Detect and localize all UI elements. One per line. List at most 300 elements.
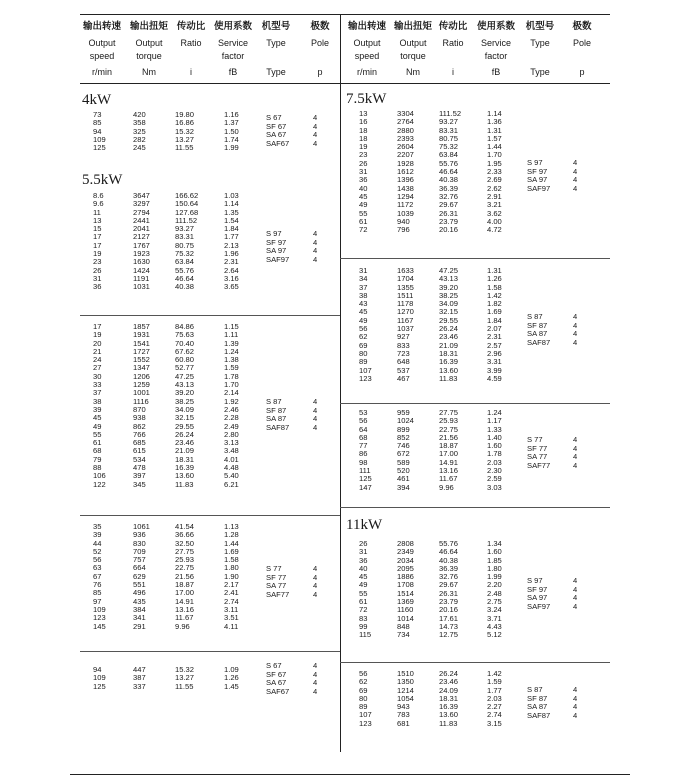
ratio-cell: 43.13 [439, 274, 459, 284]
speed-cell: 64 [359, 424, 368, 434]
ratio-cell: 9.96 [175, 621, 190, 631]
type-model: SAF67 [266, 138, 290, 148]
factor-cell: 1.58 [487, 282, 502, 292]
type-model: SF 77 [527, 443, 548, 453]
factor-cell: 1.33 [487, 424, 502, 434]
speed-cell: 16 [359, 117, 368, 127]
ratio-cell: 17.00 [439, 449, 459, 459]
type-model: SA 87 [527, 329, 548, 338]
factor-cell: 2.74 [487, 710, 502, 720]
column-header-units: r/min [92, 67, 112, 77]
ratio-cell: 55.76 [439, 539, 459, 548]
ratio-cell: 13.27 [175, 134, 195, 144]
table-row [0, 290, 502, 300]
ratio-cell: 16.39 [175, 463, 195, 473]
type-model: S 67 [266, 113, 282, 122]
table-row [0, 274, 502, 284]
factor-cell: 1.78 [487, 449, 502, 459]
factor-cell: 1.35 [224, 207, 239, 217]
type-model: SAF87 [527, 337, 551, 347]
ratio-cell: 47.25 [175, 371, 195, 381]
factor-cell: 1.38 [224, 355, 239, 365]
torque-cell: 3297 [133, 199, 150, 209]
table-row [0, 482, 502, 492]
power-section-title: 5.5kW [82, 172, 123, 188]
ratio-cell: 26.24 [439, 324, 459, 334]
ratio-cell: 40.38 [175, 282, 195, 292]
speed-cell: 49 [359, 315, 368, 325]
torque-cell: 899 [397, 424, 410, 434]
column-header-en1: Output [353, 38, 381, 48]
speed-cell: 38 [359, 290, 368, 300]
speed-cell: 49 [359, 580, 368, 590]
torque-cell: 2794 [133, 207, 150, 217]
table-row [0, 207, 502, 218]
ratio-cell: 75.32 [439, 142, 459, 152]
factor-cell: 1.70 [487, 150, 502, 160]
type-pole: 4 [313, 138, 318, 148]
factor-cell: 1.09 [224, 665, 239, 674]
column-header-en1: Ratio [442, 38, 464, 48]
torque-cell: 1928 [397, 158, 414, 168]
column-header-zh: 极数 [572, 21, 592, 32]
torque-cell: 927 [397, 332, 410, 342]
speed-cell: 11 [93, 207, 101, 217]
torque-cell: 2604 [397, 142, 414, 152]
ratio-cell: 13.16 [439, 466, 459, 476]
type-pole: 4 [573, 158, 578, 167]
type-pole: 4 [573, 460, 578, 470]
type-model: SAF97 [527, 183, 551, 193]
ratio-cell: 67.62 [175, 346, 195, 356]
table-row [0, 346, 502, 358]
type-model: S 87 [266, 397, 282, 406]
torque-cell: 1612 [397, 167, 414, 177]
power-section-title: 4kW [82, 92, 112, 108]
type-pole: 4 [573, 576, 578, 585]
column-header-zh: 机型号 [525, 21, 555, 32]
speed-cell: 56 [359, 669, 368, 678]
type-model: SAF97 [266, 254, 290, 264]
speed-cell: 69 [359, 685, 368, 695]
factor-cell: 3.13 [224, 438, 239, 448]
torque-cell: 358 [133, 118, 146, 128]
speed-cell: 45 [359, 572, 368, 582]
factor-cell: 2.75 [487, 597, 502, 607]
type-pole: 4 [573, 693, 578, 703]
column-header-units: r/min [357, 67, 377, 77]
ratio-cell: 26.31 [439, 588, 459, 598]
type-model: S 77 [266, 564, 282, 573]
speed-cell: 24 [93, 355, 102, 365]
type-pole: 4 [313, 254, 318, 264]
factor-cell: 1.17 [487, 416, 502, 426]
torque-cell: 833 [397, 340, 410, 350]
speed-cell: 45 [93, 413, 102, 423]
type-pole: 4 [313, 686, 318, 696]
factor-cell: 1.90 [224, 571, 239, 581]
type-pole: 4 [313, 130, 318, 139]
torque-cell: 341 [133, 613, 146, 623]
torque-cell: 394 [397, 482, 410, 492]
ratio-cell: 11.55 [175, 143, 194, 153]
column-header-en1: Service [217, 38, 248, 48]
factor-cell: 1.14 [224, 199, 239, 209]
factor-cell: 1.28 [224, 530, 239, 540]
column-header-en2: torque [136, 51, 162, 61]
ratio-cell: 25.93 [175, 555, 195, 565]
factor-cell: 1.84 [487, 315, 502, 325]
torque-cell: 2041 [133, 224, 150, 234]
ratio-cell: 34.09 [175, 404, 195, 414]
torque-cell: 3304 [397, 109, 414, 118]
speed-cell: 62 [359, 332, 368, 342]
ratio-cell: 40.38 [439, 175, 459, 185]
torque-cell: 681 [397, 718, 410, 728]
torque-cell: 796 [397, 225, 410, 235]
factor-cell: 2.28 [224, 413, 239, 423]
ratio-cell: 36.39 [439, 563, 459, 573]
speed-cell: 55 [359, 588, 368, 598]
factor-cell: 2.27 [487, 702, 502, 712]
ratio-cell: 22.75 [175, 563, 195, 573]
speed-cell: 39 [93, 530, 102, 540]
torque-cell: 1767 [133, 240, 150, 250]
type-model: SF 97 [527, 166, 548, 176]
ratio-cell: 93.27 [175, 224, 195, 234]
ratio-cell: 111.52 [439, 109, 462, 118]
column-header-zh: 使用系数 [476, 21, 515, 32]
ratio-cell: 21.56 [439, 432, 459, 442]
factor-cell: 1.15 [224, 322, 239, 331]
factor-cell: 2.59 [487, 474, 502, 484]
torque-cell: 420 [133, 110, 146, 119]
table-row [0, 282, 502, 292]
ratio-cell: 16.86 [175, 118, 195, 128]
type-pole: 4 [313, 661, 318, 670]
speed-cell: 36 [93, 282, 102, 292]
speed-cell: 125 [93, 681, 106, 691]
speed-cell: 9.6 [93, 199, 104, 209]
speed-cell: 45 [359, 191, 368, 201]
ratio-cell: 13.60 [175, 471, 195, 481]
table-row [0, 539, 502, 548]
torque-cell: 1923 [133, 249, 150, 259]
speed-cell: 61 [93, 438, 102, 448]
ratio-cell: 75.63 [175, 330, 195, 340]
column-header-en1: Ratio [180, 38, 202, 48]
group-separator [340, 662, 610, 663]
ratio-cell: 13.60 [439, 365, 459, 375]
speed-cell: 38 [93, 396, 102, 406]
torque-cell: 325 [133, 126, 146, 136]
type-model: S 97 [266, 229, 282, 238]
type-pole: 4 [573, 710, 578, 720]
column-header-zh: 输出转速 [82, 21, 121, 32]
factor-cell: 3.16 [224, 273, 239, 283]
speed-cell: 94 [93, 665, 102, 674]
ratio-cell: 13.60 [439, 710, 459, 720]
ratio-cell: 46.64 [439, 547, 459, 557]
speed-cell: 44 [93, 538, 102, 548]
type-pole: 4 [573, 584, 578, 594]
column-header-units: fB [228, 67, 238, 77]
column-header-en1: Type [266, 38, 286, 48]
speed-cell: 39 [93, 404, 102, 414]
table-row [0, 215, 502, 226]
factor-cell: 1.45 [224, 681, 239, 691]
speed-cell: 55 [359, 208, 368, 218]
factor-cell: 3.99 [487, 365, 502, 375]
factor-cell: 1.58 [224, 555, 239, 565]
torque-cell: 1708 [397, 580, 414, 590]
type-model: SA 97 [527, 175, 548, 184]
torque-cell: 1396 [397, 175, 414, 185]
ratio-cell: 25.93 [439, 416, 459, 426]
speed-cell: 72 [359, 225, 368, 235]
factor-cell: 1.54 [224, 215, 239, 225]
speed-cell: 17 [93, 240, 102, 250]
speed-cell: 122 [93, 479, 106, 489]
type-pole: 4 [573, 452, 578, 461]
type-pole: 4 [573, 175, 578, 184]
column-header-en1: Pole [310, 38, 329, 48]
torque-cell: 870 [133, 404, 146, 414]
torque-cell: 648 [397, 357, 410, 367]
torque-cell: 1552 [133, 355, 150, 365]
type-pole: 4 [313, 564, 318, 573]
torque-cell: 664 [133, 563, 146, 573]
type-pole: 4 [573, 685, 578, 694]
speed-cell: 35 [93, 522, 102, 531]
ratio-cell: 11.83 [439, 373, 458, 383]
speed-cell: 61 [359, 216, 368, 226]
type-model: SAF97 [527, 601, 551, 611]
table-row [0, 142, 502, 152]
factor-cell: 1.42 [487, 290, 502, 300]
factor-cell: 2.14 [224, 388, 239, 398]
ratio-cell: 23.46 [439, 677, 459, 687]
torque-cell: 734 [397, 630, 410, 640]
torque-cell: 537 [397, 365, 410, 375]
factor-cell: 2.33 [487, 167, 502, 177]
speed-cell: 83 [359, 613, 368, 623]
factor-cell: 1.24 [487, 408, 502, 417]
factor-cell: 2.31 [487, 332, 502, 342]
speed-cell: 43 [359, 299, 368, 309]
speed-cell: 80 [359, 693, 368, 703]
table-row [0, 225, 502, 235]
factor-cell: 1.85 [487, 555, 502, 565]
torque-cell: 852 [397, 432, 410, 442]
factor-cell: 2.03 [487, 693, 502, 703]
table-row [0, 191, 502, 201]
speed-cell: 53 [359, 408, 368, 417]
table-row [0, 405, 502, 417]
ratio-cell: 29.67 [439, 580, 459, 590]
torque-cell: 959 [397, 408, 410, 417]
type-model: SAF77 [266, 589, 290, 599]
ratio-cell: 150.64 [175, 199, 199, 209]
factor-cell: 3.71 [487, 613, 502, 623]
torque-cell: 1039 [397, 208, 414, 218]
ratio-cell: 32.76 [439, 572, 459, 582]
factor-cell: 2.13 [224, 240, 239, 250]
type-model: SAF77 [527, 460, 551, 470]
factor-cell: 2.64 [224, 265, 239, 275]
speed-cell: 107 [359, 710, 372, 720]
type-pole: 4 [573, 312, 578, 321]
torque-cell: 2349 [397, 547, 414, 557]
factor-cell: 2.30 [487, 466, 502, 476]
column-header-units: p [579, 67, 585, 77]
type-model: SAF87 [266, 422, 290, 432]
speed-cell: 73 [93, 110, 102, 119]
speed-cell: 94 [93, 126, 102, 136]
ratio-cell: 21.09 [439, 340, 459, 350]
factor-cell: 1.24 [224, 346, 239, 356]
factor-cell: 1.70 [224, 380, 239, 390]
torque-cell: 345 [133, 479, 146, 489]
factor-cell: 2.41 [224, 588, 239, 598]
ratio-cell: 16.39 [439, 702, 459, 712]
factor-cell: 2.07 [487, 324, 502, 334]
ratio-cell: 166.62 [175, 191, 199, 200]
type-model: SF 67 [266, 669, 287, 679]
ratio-cell: 34.09 [439, 299, 459, 309]
speed-cell: 19 [359, 142, 368, 152]
ratio-cell: 18.87 [175, 580, 195, 590]
table-row [0, 630, 502, 640]
group-separator [340, 507, 610, 508]
type-pole: 4 [573, 435, 578, 444]
torque-cell: 435 [133, 596, 146, 606]
speed-cell: 8.6 [93, 191, 104, 200]
torque-cell: 534 [133, 454, 146, 464]
speed-cell: 89 [359, 702, 368, 712]
factor-cell: 1.31 [487, 125, 502, 135]
table-row [0, 355, 502, 367]
type-model: SA 77 [266, 581, 287, 590]
factor-cell: 2.69 [487, 175, 502, 185]
factor-cell: 3.21 [487, 200, 502, 210]
torque-cell: 746 [397, 441, 410, 451]
torque-cell: 1206 [133, 371, 150, 381]
torque-cell: 940 [397, 216, 410, 226]
type-model: SA 67 [266, 678, 287, 687]
factor-cell: 1.82 [487, 299, 502, 309]
factor-cell: 2.74 [224, 596, 239, 606]
factor-cell: 4.48 [224, 463, 239, 473]
table-row [0, 555, 502, 565]
ratio-cell: 16.39 [439, 357, 459, 367]
column-header-zh: 输出转速 [347, 21, 386, 32]
type-pole: 4 [573, 593, 578, 602]
speed-cell: 27 [93, 363, 102, 373]
ratio-cell: 32.76 [439, 191, 459, 201]
torque-cell: 1424 [133, 265, 150, 275]
factor-cell: 3.65 [224, 282, 239, 292]
column-header-units: fB [491, 67, 501, 77]
column-header-units: Type [530, 67, 550, 77]
torque-cell: 709 [133, 546, 146, 556]
factor-cell: 1.11 [224, 330, 239, 340]
torque-cell: 2127 [133, 232, 150, 242]
factor-cell: 1.26 [487, 274, 502, 284]
speed-cell: 49 [359, 200, 368, 210]
column-header-en1: Service [480, 38, 511, 48]
speed-cell: 107 [359, 365, 372, 375]
speed-cell: 23 [93, 257, 102, 267]
torque-cell: 1037 [397, 324, 414, 334]
speed-cell: 13 [93, 215, 102, 225]
factor-cell: 1.60 [487, 547, 502, 557]
column-header-zh: 传动比 [176, 21, 206, 32]
ratio-cell: 17.61 [439, 613, 459, 623]
column-header-en2: torque [400, 51, 426, 61]
table-row [0, 718, 502, 728]
type-pole: 4 [313, 229, 318, 238]
ratio-cell: 32.15 [439, 307, 459, 317]
column-header-units: i [452, 67, 454, 77]
ratio-cell: 93.27 [439, 117, 459, 127]
speed-cell: 62 [359, 677, 368, 687]
type-model: SF 87 [266, 405, 287, 415]
type-pole: 4 [573, 337, 578, 347]
ratio-cell: 84.86 [175, 322, 195, 331]
factor-cell: 1.37 [224, 118, 239, 128]
ratio-cell: 41.54 [175, 522, 195, 531]
torque-cell: 1191 [133, 273, 150, 283]
factor-cell: 1.77 [224, 232, 239, 242]
factor-cell: 2.03 [487, 457, 502, 467]
factor-cell: 4.72 [487, 225, 502, 235]
factor-cell: 1.96 [224, 249, 239, 259]
factor-cell: 3.31 [487, 357, 502, 367]
ratio-cell: 20.16 [439, 225, 459, 235]
torque-cell: 1704 [397, 274, 414, 284]
speed-cell: 17 [93, 322, 102, 331]
speed-cell: 30 [93, 371, 102, 381]
speed-cell: 23 [359, 150, 368, 160]
column-header-en1: Output [135, 38, 163, 48]
factor-cell: 2.17 [224, 580, 239, 590]
ratio-cell: 18.31 [439, 693, 459, 703]
type-model: SA 87 [527, 702, 548, 711]
torque-cell: 282 [133, 134, 146, 144]
speed-cell: 56 [93, 555, 102, 565]
ratio-cell: 40.38 [439, 555, 459, 565]
type-pole: 4 [573, 443, 578, 453]
torque-cell: 766 [133, 429, 146, 439]
speed-cell: 37 [359, 282, 368, 292]
factor-cell: 2.80 [224, 429, 239, 439]
group-separator [340, 403, 610, 404]
speed-cell: 49 [93, 421, 102, 431]
column-header-zh: 机型号 [261, 21, 291, 32]
torque-cell: 1001 [133, 388, 150, 398]
factor-cell: 6.21 [224, 479, 239, 489]
type-model: SA 77 [527, 452, 548, 461]
ratio-cell: 83.31 [175, 232, 195, 242]
ratio-cell: 36.66 [175, 530, 195, 540]
type-model: SA 87 [266, 414, 287, 423]
ratio-cell: 17.00 [175, 588, 195, 598]
speed-cell: 125 [93, 143, 106, 153]
torque-cell: 2095 [397, 563, 414, 573]
ratio-cell: 14.91 [175, 596, 195, 606]
ratio-cell: 46.64 [175, 273, 195, 283]
